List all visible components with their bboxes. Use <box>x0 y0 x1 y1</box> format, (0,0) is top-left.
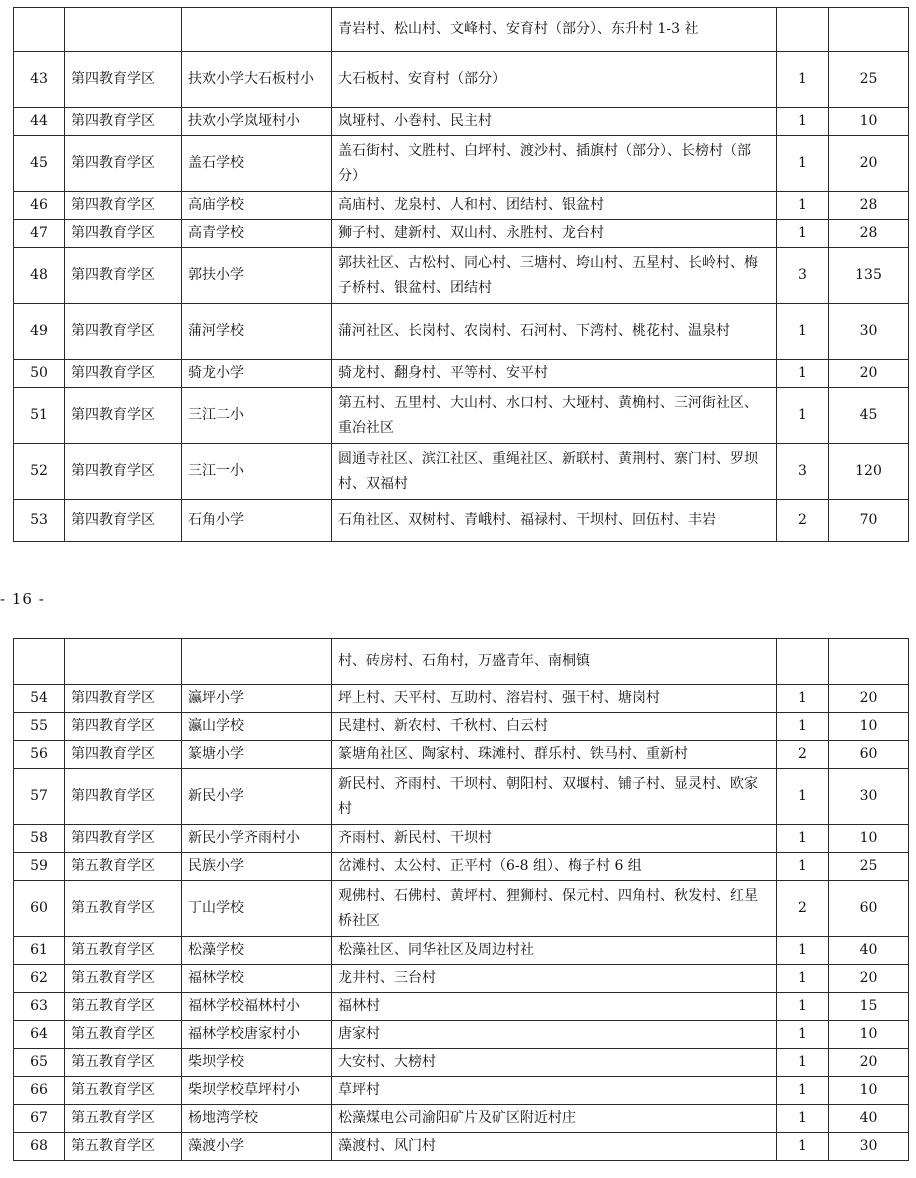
cell-no: 59 <box>14 853 65 881</box>
cell-classes <box>777 8 829 52</box>
table-row <box>14 1133 909 1161</box>
continuation-row <box>14 8 909 52</box>
cell-no: 48 <box>14 248 65 304</box>
cell-students: 20 <box>829 1049 909 1077</box>
cell-district: 第四教育学区 <box>65 220 182 248</box>
cell-no <box>14 8 65 52</box>
cell-no: 61 <box>14 937 65 965</box>
cell-students: 20 <box>829 360 909 388</box>
cell-no: 45 <box>14 136 65 192</box>
cell-area: 大安村、大榜村 <box>332 1049 777 1077</box>
cell-no: 51 <box>14 388 65 444</box>
cell-students <box>829 639 909 685</box>
cell-classes: 1 <box>777 853 829 881</box>
cell-school: 新民小学齐雨村小 <box>182 825 332 853</box>
table-row <box>14 741 909 769</box>
cell-students: 30 <box>829 769 909 825</box>
cell-classes: 1 <box>777 360 829 388</box>
cell-district: 第五教育学区 <box>65 853 182 881</box>
cell-school: 扶欢小学岚垭村小 <box>182 108 332 136</box>
cell-school: 福林学校 <box>182 965 332 993</box>
cell-students: 30 <box>829 304 909 360</box>
cell-district: 第五教育学区 <box>65 937 182 965</box>
cell-school: 盖石学校 <box>182 136 332 192</box>
cell-district: 第四教育学区 <box>65 108 182 136</box>
cell-district: 第四教育学区 <box>65 685 182 713</box>
cell-school: 瀛山学校 <box>182 713 332 741</box>
table-row <box>14 360 909 388</box>
cell-area: 齐雨村、新民村、干坝村 <box>332 825 777 853</box>
cell-district: 第四教育学区 <box>65 713 182 741</box>
cell-no: 65 <box>14 1049 65 1077</box>
cell-no: 47 <box>14 220 65 248</box>
table-row <box>14 685 909 713</box>
table-row <box>14 1077 909 1105</box>
cell-area: 福林村 <box>332 993 777 1021</box>
cell-school: 篆塘小学 <box>182 741 332 769</box>
cell-students: 30 <box>829 1133 909 1161</box>
cell-school: 三江二小 <box>182 388 332 444</box>
cell-area: 藻渡村、风门村 <box>332 1133 777 1161</box>
table-row <box>14 444 909 500</box>
cell-school: 郭扶小学 <box>182 248 332 304</box>
cell-area: 第五村、五里村、大山村、水口村、大垭村、黄桷村、三河街社区、重冶社区 <box>332 388 777 444</box>
cell-area: 大石板村、安育村（部分） <box>332 52 777 108</box>
cell-classes: 2 <box>777 881 829 937</box>
cell-classes: 1 <box>777 388 829 444</box>
cell-no: 46 <box>14 192 65 220</box>
cell-school: 柴坝学校草坪村小 <box>182 1077 332 1105</box>
cell-students: 15 <box>829 993 909 1021</box>
table-row <box>14 248 909 304</box>
cell-school: 丁山学校 <box>182 881 332 937</box>
cell-classes: 1 <box>777 1133 829 1161</box>
cell-district: 第四教育学区 <box>65 248 182 304</box>
table-row <box>14 713 909 741</box>
cell-classes: 1 <box>777 1049 829 1077</box>
cell-students: 28 <box>829 220 909 248</box>
cell-school: 瀛坪小学 <box>182 685 332 713</box>
cell-classes: 1 <box>777 304 829 360</box>
cell-students: 45 <box>829 388 909 444</box>
cell-students: 20 <box>829 965 909 993</box>
cell-district: 第五教育学区 <box>65 1105 182 1133</box>
enrollment-table-bottom <box>13 638 909 1161</box>
cell-school: 民族小学 <box>182 853 332 881</box>
table-row <box>14 965 909 993</box>
cell-area: 圆通寺社区、滨江社区、重绳社区、新联村、黄荆村、寨门村、罗坝村、双福村 <box>332 444 777 500</box>
cell-no: 54 <box>14 685 65 713</box>
cell-district: 第四教育学区 <box>65 52 182 108</box>
cell-classes: 2 <box>777 500 829 542</box>
cell-no: 44 <box>14 108 65 136</box>
cell-classes: 1 <box>777 993 829 1021</box>
cell-students: 40 <box>829 937 909 965</box>
cell-area: 草坪村 <box>332 1077 777 1105</box>
cell-area: 郭扶社区、古松村、同心村、三塘村、垮山村、五星村、长岭村、梅子桥村、银盆村、团结村 <box>332 248 777 304</box>
cell-school: 骑龙小学 <box>182 360 332 388</box>
cell-no: 50 <box>14 360 65 388</box>
cell-district <box>65 639 182 685</box>
table-row <box>14 1105 909 1133</box>
cell-classes: 1 <box>777 937 829 965</box>
cell-no: 62 <box>14 965 65 993</box>
cell-district: 第四教育学区 <box>65 825 182 853</box>
cell-district: 第五教育学区 <box>65 1021 182 1049</box>
cell-classes: 1 <box>777 825 829 853</box>
cell-district: 第五教育学区 <box>65 965 182 993</box>
cell-district: 第五教育学区 <box>65 1133 182 1161</box>
table-row <box>14 500 909 542</box>
cell-students: 10 <box>829 108 909 136</box>
cell-no: 52 <box>14 444 65 500</box>
cell-classes: 2 <box>777 741 829 769</box>
cell-students: 10 <box>829 1077 909 1105</box>
cell-classes <box>777 639 829 685</box>
cell-no: 57 <box>14 769 65 825</box>
enrollment-table-top <box>13 7 909 542</box>
cell-classes: 1 <box>777 192 829 220</box>
cell-area: 观佛村、石佛村、黄坪村、狸狮村、保元村、四角村、秋发村、红星桥社区 <box>332 881 777 937</box>
cell-no: 55 <box>14 713 65 741</box>
cell-students: 135 <box>829 248 909 304</box>
cell-classes: 3 <box>777 444 829 500</box>
cell-classes: 1 <box>777 713 829 741</box>
cell-school: 藻渡小学 <box>182 1133 332 1161</box>
table-body-top <box>14 8 909 542</box>
table-row <box>14 853 909 881</box>
cell-district: 第四教育学区 <box>65 769 182 825</box>
table-row <box>14 192 909 220</box>
cell-district: 第四教育学区 <box>65 136 182 192</box>
cell-no: 58 <box>14 825 65 853</box>
cell-district: 第五教育学区 <box>65 993 182 1021</box>
table-body-bottom <box>14 639 909 1161</box>
table-row <box>14 52 909 108</box>
cell-area: 青岩村、松山村、文峰村、安育村（部分）、东升村 1-3 社 <box>332 8 777 52</box>
table-row <box>14 108 909 136</box>
cell-area: 新民村、齐雨村、干坝村、朝阳村、双堰村、铺子村、显灵村、欧家村 <box>332 769 777 825</box>
cell-no: 49 <box>14 304 65 360</box>
cell-district <box>65 8 182 52</box>
cell-students: 25 <box>829 52 909 108</box>
table-row <box>14 937 909 965</box>
table-row <box>14 304 909 360</box>
cell-school: 柴坝学校 <box>182 1049 332 1077</box>
cell-area: 篆塘角社区、陶家村、珠滩村、群乐村、铁马村、重新村 <box>332 741 777 769</box>
cell-students: 70 <box>829 500 909 542</box>
cell-area: 狮子村、建新村、双山村、永胜村、龙台村 <box>332 220 777 248</box>
table-row <box>14 1021 909 1049</box>
table-row <box>14 136 909 192</box>
cell-classes: 1 <box>777 1105 829 1133</box>
cell-students: 28 <box>829 192 909 220</box>
cell-school: 扶欢小学大石板村小 <box>182 52 332 108</box>
cell-classes: 1 <box>777 136 829 192</box>
cell-no: 66 <box>14 1077 65 1105</box>
cell-students: 10 <box>829 1021 909 1049</box>
cell-area: 盖石街村、文胜村、白坪村、渡沙村、插旗村（部分）、长榜村（部分） <box>332 136 777 192</box>
cell-students: 60 <box>829 741 909 769</box>
cell-no: 43 <box>14 52 65 108</box>
cell-area: 蒲河社区、长岗村、农岗村、石河村、下湾村、桃花村、温泉村 <box>332 304 777 360</box>
cell-no: 53 <box>14 500 65 542</box>
cell-district: 第五教育学区 <box>65 1049 182 1077</box>
cell-district: 第五教育学区 <box>65 881 182 937</box>
cell-area: 松藻煤电公司渝阳矿片及矿区附近村庄 <box>332 1105 777 1133</box>
cell-students: 40 <box>829 1105 909 1133</box>
cell-classes: 1 <box>777 1021 829 1049</box>
cell-classes: 1 <box>777 965 829 993</box>
table-row <box>14 993 909 1021</box>
cell-school: 福林学校唐家村小 <box>182 1021 332 1049</box>
cell-students: 25 <box>829 853 909 881</box>
table-row <box>14 769 909 825</box>
cell-students: 60 <box>829 881 909 937</box>
table-row <box>14 220 909 248</box>
cell-classes: 1 <box>777 108 829 136</box>
cell-classes: 1 <box>777 220 829 248</box>
cell-school: 高青学校 <box>182 220 332 248</box>
cell-school: 高庙学校 <box>182 192 332 220</box>
page-number: - 16 - <box>0 590 45 608</box>
cell-no: 68 <box>14 1133 65 1161</box>
cell-school: 福林学校福林村小 <box>182 993 332 1021</box>
cell-no: 67 <box>14 1105 65 1133</box>
cell-classes: 1 <box>777 769 829 825</box>
cell-students: 20 <box>829 136 909 192</box>
cell-no <box>14 639 65 685</box>
table-row <box>14 388 909 444</box>
cell-no: 56 <box>14 741 65 769</box>
cell-district: 第四教育学区 <box>65 741 182 769</box>
cell-area: 高庙村、龙泉村、人和村、团结村、银盆村 <box>332 192 777 220</box>
cell-school: 新民小学 <box>182 769 332 825</box>
cell-district: 第五教育学区 <box>65 1077 182 1105</box>
cell-area: 石角社区、双树村、青峨村、福禄村、干坝村、回伍村、丰岩 <box>332 500 777 542</box>
cell-students: 10 <box>829 713 909 741</box>
cell-district: 第四教育学区 <box>65 192 182 220</box>
cell-classes: 1 <box>777 1077 829 1105</box>
cell-classes: 3 <box>777 248 829 304</box>
cell-classes: 1 <box>777 685 829 713</box>
cell-school: 蒲河学校 <box>182 304 332 360</box>
cell-school: 杨地湾学校 <box>182 1105 332 1133</box>
cell-district: 第四教育学区 <box>65 444 182 500</box>
cell-area: 民建村、新农村、千秋村、白云村 <box>332 713 777 741</box>
table-row <box>14 825 909 853</box>
cell-district: 第四教育学区 <box>65 360 182 388</box>
cell-area: 松藻社区、同华社区及周边村社 <box>332 937 777 965</box>
continuation-row <box>14 639 909 685</box>
cell-no: 63 <box>14 993 65 1021</box>
cell-area: 骑龙村、翻身村、平等村、安平村 <box>332 360 777 388</box>
cell-district: 第四教育学区 <box>65 304 182 360</box>
cell-students: 120 <box>829 444 909 500</box>
cell-no: 64 <box>14 1021 65 1049</box>
cell-area: 岚垭村、小巻村、民主村 <box>332 108 777 136</box>
cell-students <box>829 8 909 52</box>
cell-students: 10 <box>829 825 909 853</box>
table-row <box>14 1049 909 1077</box>
cell-district: 第四教育学区 <box>65 388 182 444</box>
cell-no: 60 <box>14 881 65 937</box>
cell-school: 石角小学 <box>182 500 332 542</box>
cell-school: 松藻学校 <box>182 937 332 965</box>
cell-area: 村、砖房村、石角村，万盛青年、南桐镇 <box>332 639 777 685</box>
table-row <box>14 881 909 937</box>
cell-area: 岔滩村、太公村、正平村（6-8 组）、梅子村 6 组 <box>332 853 777 881</box>
cell-area: 龙井村、三台村 <box>332 965 777 993</box>
cell-students: 20 <box>829 685 909 713</box>
cell-school <box>182 639 332 685</box>
cell-school <box>182 8 332 52</box>
cell-district: 第四教育学区 <box>65 500 182 542</box>
cell-area: 唐家村 <box>332 1021 777 1049</box>
cell-classes: 1 <box>777 52 829 108</box>
cell-school: 三江一小 <box>182 444 332 500</box>
cell-area: 坪上村、天平村、互助村、溶岩村、强干村、塘岗村 <box>332 685 777 713</box>
